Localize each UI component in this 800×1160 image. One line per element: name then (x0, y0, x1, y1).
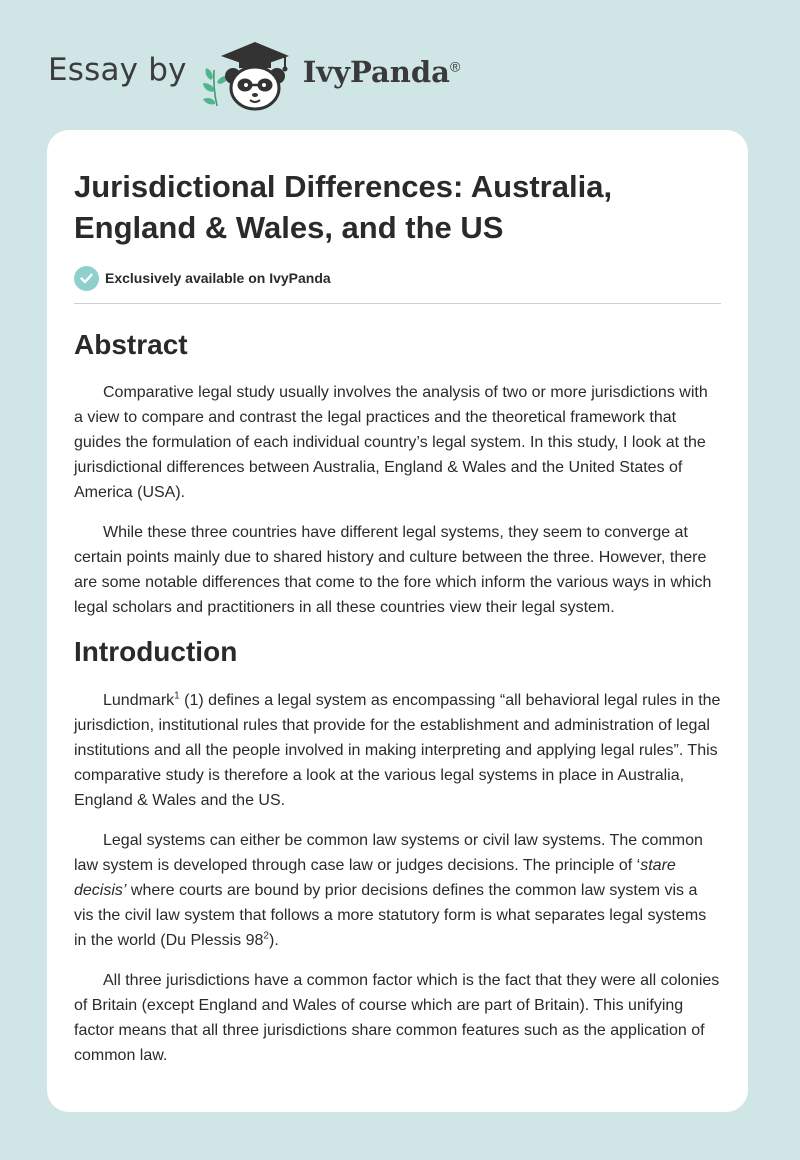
introduction-paragraph-1 (74, 688, 721, 813)
exclusive-badge (74, 265, 721, 291)
essay-title: Jurisdictional Differences: Australia, England & Wales, and the US (74, 169, 613, 245)
essay-by-label: Essay by (48, 52, 187, 88)
introduction-paragraph-2-mid: where courts are bound by prior decisions defines the common law system vis a vis the civil law system that follows a more statutory form is what separates legal systems in the world (Du Plessis 98 (74, 882, 707, 949)
introduction-heading: Introduction (74, 636, 238, 667)
ivypanda-brand[interactable] (303, 55, 461, 89)
title-divider (74, 303, 721, 304)
check-circle-icon (74, 266, 99, 291)
abstract-paragraph-1: Comparative legal study usually involves the analysis of two or more jurisdictions with a view to compare and contrast the legal practices and the theoretical framework that guides the formulation of each individual country’s legal system. In this study, I look at the jurisdictional differences between Australia, England & Wales and the United States of America (USA). (74, 384, 708, 501)
footnote-2[interactable]: 2 (263, 930, 269, 942)
introduction-paragraph-2 (74, 828, 721, 953)
introduction-paragraph-1-text: (1) defines a legal system as encompassing “all behavioral legal rules in the jurisdiction, institutional rules that provide for the establishment and administration of legal institutions and all the people involved in making interpreting and applying legal rules”. This comparative study is therefore a look at the various legal systems in place in Australia, England & Wales and the US. (74, 692, 721, 809)
cited-author: Lundmark (103, 692, 175, 709)
introduction-paragraph-2-start: Legal systems can either be common law systems or civil law systems. The common law system is developed through case law or judges decisions. The principle of ‘ (74, 832, 703, 874)
introduction-paragraph-2-end: ). (268, 932, 279, 949)
footnote-1[interactable]: 1 (174, 690, 180, 702)
abstract-paragraph-2: While these three countries have different legal systems, they seem to converge at certain points mainly due to shared history and culture between the three. However, there are some notable differences that come to the fore which inform the various ways in which legal scholars and practitioners in all these countries view their legal system. (74, 524, 712, 616)
introduction-paragraph-3: All three jurisdictions have a common factor which is the fact that they were all colonies of Britain (except England and Wales of course which are part of Britain). This unifying factor means that all three jurisdictions share common features such as the application of common law. (74, 972, 720, 1064)
abstract-heading: Abstract (74, 329, 188, 360)
site-header (48, 34, 548, 112)
exclusive-label: Exclusively available on IvyPanda (105, 270, 331, 286)
stare-decisis-term: stare decisis’ (74, 857, 676, 899)
panda-logo-icon[interactable] (201, 34, 297, 112)
brand-name: IvyPanda (302, 55, 450, 89)
registered-mark: ® (449, 58, 461, 75)
essay-card (47, 130, 748, 1112)
